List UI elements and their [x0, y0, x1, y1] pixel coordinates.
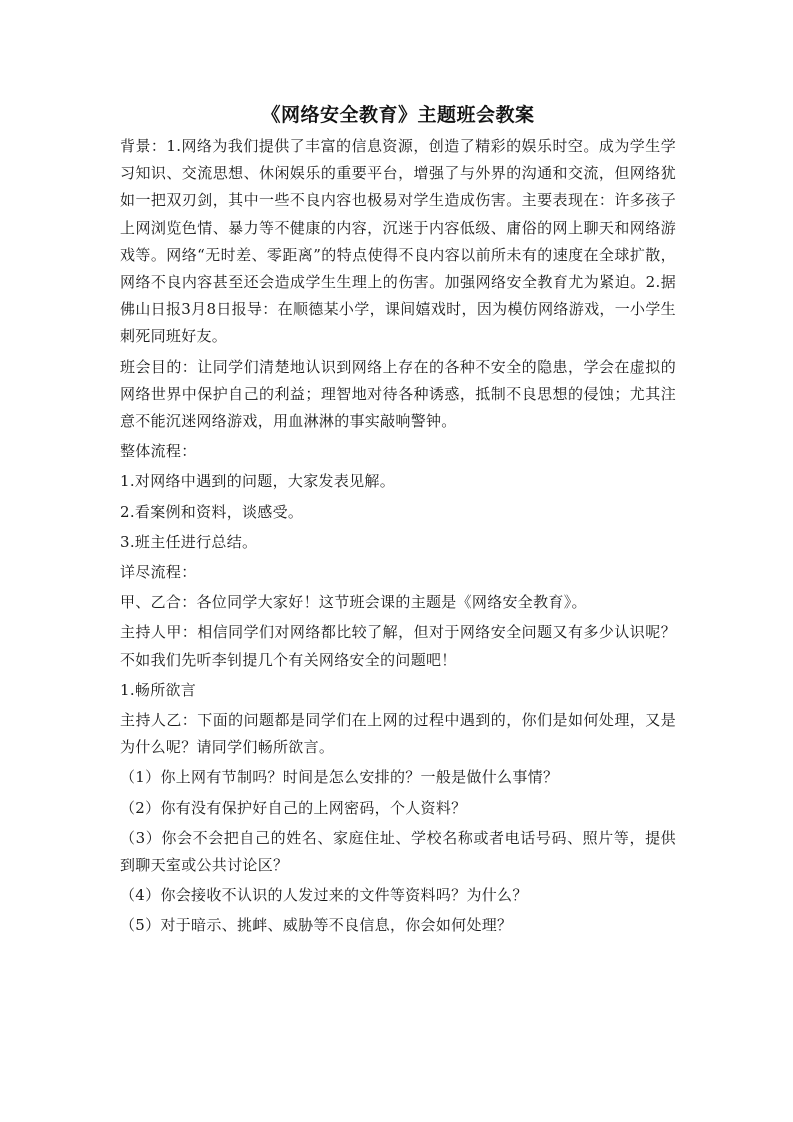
document-page	[120, 101, 676, 940]
process-step-3: 3.班主任进行总结。	[120, 532, 258, 551]
question-3: （3）你会不会把自己的姓名、家庭住址、学校名称或者电话号码、照片等，提供到聊天室或公共讨论区？	[120, 828, 676, 875]
detailed-process-heading: 详尽流程：	[120, 563, 197, 582]
purpose-paragraph: 班会目的：让同学们清楚地认识到网络上存在的各种不安全的隐患，学会在虚拟的网络世界中保护自己的利益；理智地对待各种诱惑，抵制不良思想的侵蚀；尤其注意不能沉迷网络游戏，用血淋淋的事实敲响警钟。	[120, 357, 676, 431]
host-b-dialogue: 主持人乙：下面的问题都是同学们在上网的过程中遇到的，你们是如何处理，又是为什么呢？请同学们畅所欲言。	[120, 711, 676, 757]
opening-dialogue: 甲、乙合：各位同学大家好！这节班会课的主题是《网络安全教育》。	[120, 593, 587, 612]
background-paragraph: 背景：1.网络为我们提供了丰富的信息资源，创造了精彩的娱乐时空。成为学生学习知识、交流思想、休闲娱乐的重要平台，增强了与外界的沟通和交流，但网络犹如一把双刃剑，其中一些不良内容也极易对学生造成伤害。主要表现在：许多孩子上网浏览色情、暴力等不健康的内容，沉迷于内容低级、庸俗的网上聊天和网络游戏等。网络“无时差、零距离”的特点使得不良内容以前所未有的速度在全球扩散，网络不良内容甚至还会造成学生生理上的伤害。加强网络安全教育尤为紧迫。2.据佛山日报3月8日报导：在顺德某小学，课间嬉戏时，因为模仿网络游戏，一小学生刺死同班好友。	[120, 137, 676, 346]
overall-process-heading: 整体流程：	[120, 442, 197, 461]
question-4: （4）你会接收不认识的人发过来的文件等资料吗？为什么？	[120, 886, 528, 905]
section-heading-speak-freely: 1.畅所欲言	[120, 680, 197, 699]
document-title: 《网络安全教育》主题班会教案	[261, 104, 535, 126]
process-step-1: 1.对网络中遇到的问题，大家发表见解。	[120, 472, 396, 491]
host-a-dialogue: 主持人甲：相信同学们对网络都比较了解，但对于网络安全问题又有多少认识呢？不如我们先听李钊提几个有关网络安全的问题吧！	[120, 623, 676, 669]
question-2: （2）你有没有保护好自己的上网密码，个人资料？	[120, 798, 467, 817]
question-5: （5）对于暗示、挑衅、威胁等不良信息，你会如何处理？	[120, 916, 513, 935]
question-1: （1）你上网有节制吗？时间是怎么安排的？一般是做什么事情？	[120, 768, 559, 787]
process-step-2: 2.看案例和资料，谈感受。	[120, 502, 304, 521]
